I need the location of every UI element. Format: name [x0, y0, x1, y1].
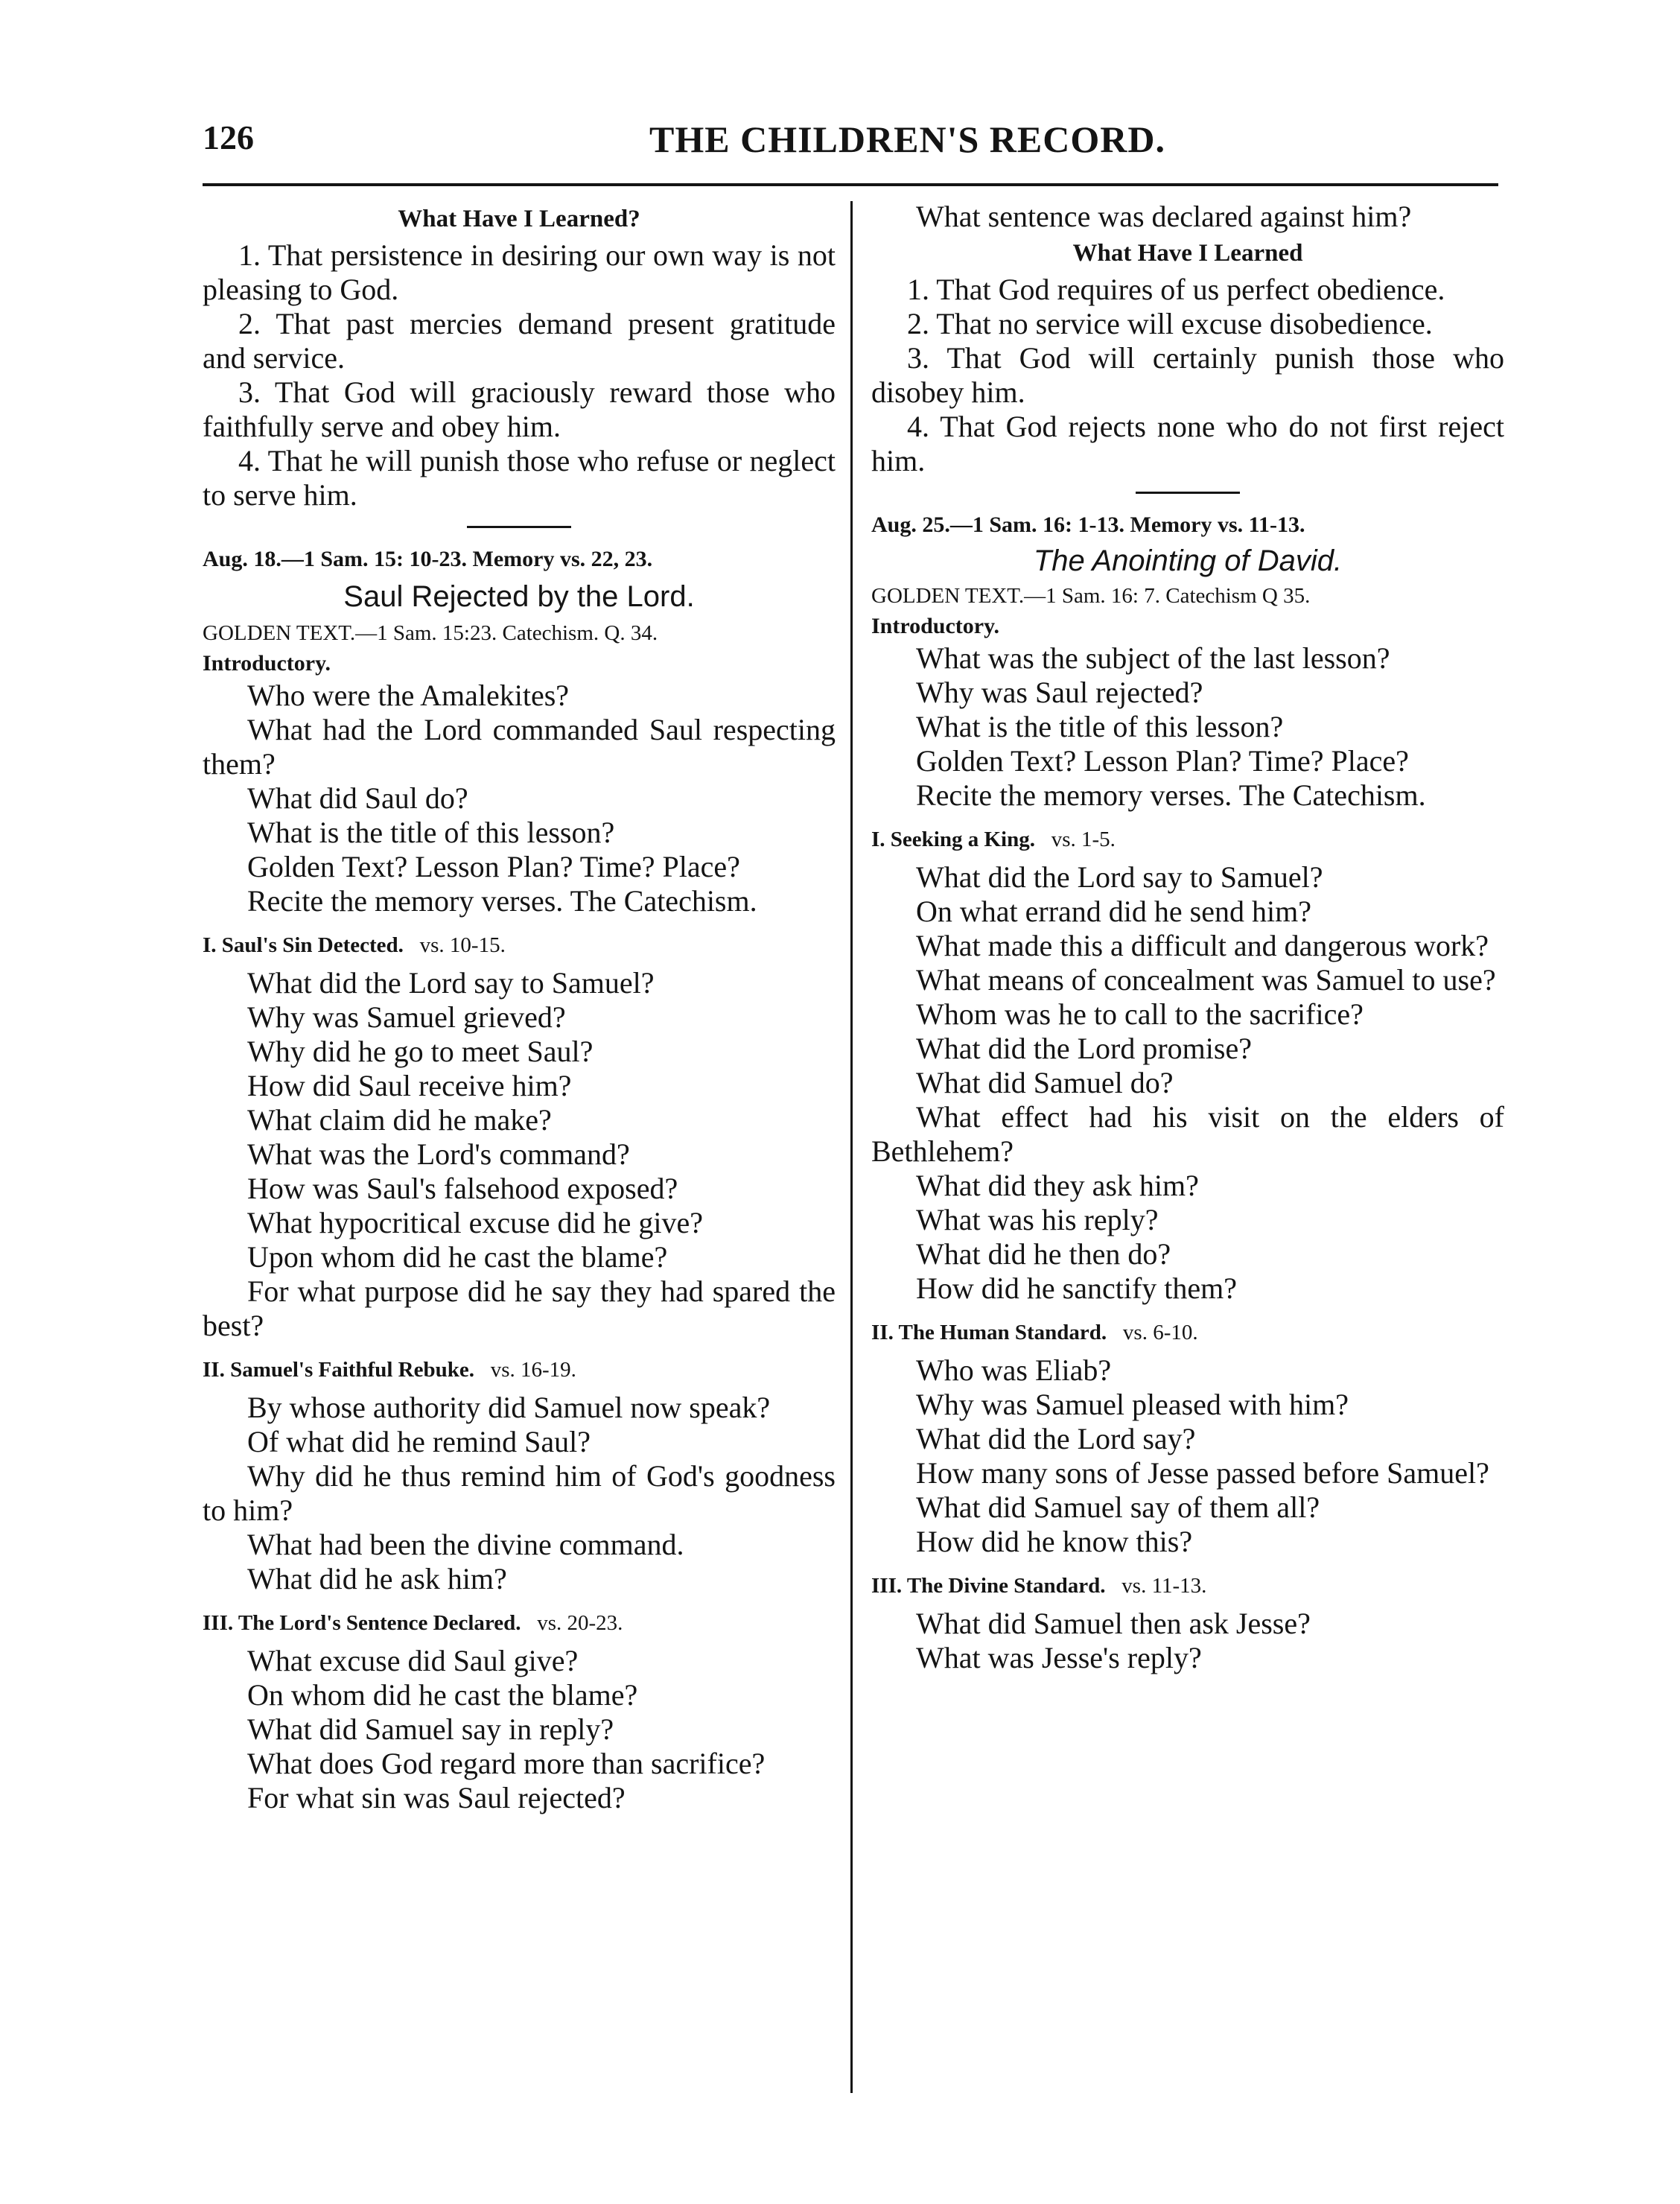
learned-heading: What Have I Learned [1072, 240, 1303, 267]
question: What did they ask him? [916, 1169, 1199, 1202]
learned-heading: What Have I Learned? [398, 206, 640, 232]
question: What is the title of this lesson? [916, 710, 1284, 743]
page-title: THE CHILDREN'S RECORD. [649, 118, 1165, 160]
section-title: III. The Divine Standard. [871, 1574, 1106, 1598]
question: What did he then do? [916, 1237, 1171, 1271]
section-title: II. The Human Standard. [871, 1321, 1107, 1344]
section-verses: vs. 11-13. [1121, 1574, 1207, 1598]
section-heading [203, 1353, 836, 1386]
question: What did he ask him? [247, 1562, 507, 1595]
learned-item: 3. That God will graciously reward those who faithfully serve and obey him. [203, 375, 836, 443]
section-title: I. Saul's Sin Detected. [203, 933, 404, 957]
question: Who were the Amalekites? [247, 679, 570, 712]
learned-item: 4. That he will punish those who refuse or neglect to serve him. [203, 444, 836, 512]
question: How many sons of Jesse passed before Samuel? [916, 1456, 1489, 1490]
question: Golden Text? Lesson Plan? Time? Place? [916, 744, 1409, 778]
lesson-title: The Anointing of David. [1033, 544, 1343, 577]
learned-item: 1. That persistence in desiring our own way is not pleasing to God. [203, 238, 836, 306]
section-heading [203, 1607, 836, 1639]
section-verses: vs. 20-23. [537, 1611, 623, 1635]
question: By whose authority did Samuel now speak? [247, 1391, 771, 1424]
question: On what errand did he send him? [916, 895, 1311, 928]
question: Of what did he remind Saul? [247, 1425, 591, 1458]
question: What did Samuel do? [916, 1066, 1174, 1099]
section-heading [871, 1316, 1504, 1349]
question: What did Samuel say in reply? [247, 1712, 614, 1746]
question: What had been the divine command. [247, 1528, 684, 1561]
golden-text: GOLDEN TEXT.—1 Sam. 16: 7. Catechism Q 35. [871, 584, 1311, 608]
question: For what purpose did he say they had spared the best? [203, 1274, 836, 1342]
question: How did he know this? [916, 1525, 1193, 1558]
column-divider [850, 201, 853, 2093]
section-heading [203, 929, 836, 962]
question: On whom did he cast the blame? [247, 1678, 638, 1712]
question: Why did he go to meet Saul? [247, 1035, 594, 1068]
learned-item: 1. That God requires of us perfect obedience. [907, 273, 1445, 306]
learned-item: 2. That past mercies demand present gratitude and service. [203, 307, 836, 375]
question: What did the Lord say? [916, 1422, 1196, 1455]
question: What did Samuel say of them all? [916, 1490, 1320, 1524]
section-rule [467, 526, 571, 528]
question: Golden Text? Lesson Plan? Time? Place? [247, 850, 740, 883]
section-title: III. The Lord's Sentence Declared. [203, 1611, 521, 1635]
header-rule [203, 183, 1498, 186]
question: What did the Lord say to Samuel? [916, 860, 1323, 894]
introductory-label: Introductory. [203, 651, 331, 676]
question: Why was Saul rejected? [916, 676, 1203, 709]
section-heading [871, 1569, 1504, 1602]
question: What was Jesse's reply? [916, 1641, 1202, 1674]
question: What hypocritical excuse did he give? [247, 1206, 703, 1239]
golden-text: GOLDEN TEXT.—1 Sam. 15:23. Catechism. Q. 34. [203, 621, 658, 645]
question: How did Saul receive him? [247, 1069, 572, 1102]
question: Why did he thus remind him of God's goodness to him? [203, 1459, 836, 1527]
question: What did the Lord promise? [916, 1032, 1252, 1065]
question: What claim did he make? [247, 1103, 552, 1137]
question: Why was Samuel grieved? [247, 1000, 566, 1034]
question: Whom was he to call to the sacrifice? [916, 997, 1364, 1031]
question: What is the title of this lesson? [247, 816, 615, 849]
question: What did Saul do? [247, 781, 468, 815]
lesson-reference: Aug. 18.—1 Sam. 15: 10-23. Memory vs. 22, 23. [203, 547, 653, 571]
introductory-label: Introductory. [871, 614, 999, 638]
section-verses: vs. 16-19. [490, 1358, 576, 1382]
question: What means of concealment was Samuel to use? [916, 963, 1496, 997]
learned-item: 2. That no service will excuse disobedience. [907, 307, 1433, 340]
question: What was his reply? [916, 1203, 1159, 1236]
section-title: II. Samuel's Faithful Rebuke. [203, 1358, 474, 1382]
question: What was the subject of the last lesson? [916, 641, 1390, 675]
section-verses: vs. 10-15. [419, 933, 506, 957]
question: What sentence was declared against him? [916, 200, 1412, 233]
page-number: 126 [203, 118, 254, 156]
left-column [203, 200, 836, 2099]
question: What did Samuel then ask Jesse? [916, 1607, 1311, 1640]
question: What made this a difficult and dangerous work? [916, 929, 1489, 962]
section-verses: vs. 1-5. [1051, 828, 1116, 851]
right-column [871, 200, 1504, 2099]
section-title: I. Seeking a King. [871, 828, 1035, 851]
question: How was Saul's falsehood exposed? [247, 1172, 678, 1205]
question: How did he sanctify them? [916, 1271, 1237, 1305]
question: For what sin was Saul rejected? [247, 1781, 626, 1814]
section-verses: vs. 6-10. [1122, 1321, 1198, 1344]
question: Recite the memory verses. The Catechism. [247, 884, 757, 918]
question: Why was Samuel pleased with him? [916, 1388, 1349, 1421]
question: Who was Eliab? [916, 1353, 1112, 1387]
section-rule [1136, 492, 1240, 494]
question: Upon whom did he cast the blame? [247, 1240, 668, 1274]
learned-item: 3. That God will certainly punish those who disobey him. [871, 341, 1504, 409]
question: What had the Lord commanded Saul respecting them? [203, 713, 836, 781]
learned-item: 4. That God rejects none who do not first reject him. [871, 410, 1504, 477]
question: What excuse did Saul give? [247, 1644, 579, 1677]
lesson-title: Saul Rejected by the Lord. [343, 580, 695, 613]
section-heading [871, 823, 1504, 856]
question: Recite the memory verses. The Catechism. [916, 778, 1426, 812]
page-header [203, 112, 1498, 171]
lesson-reference: Aug. 25.—1 Sam. 16: 1-13. Memory vs. 11-13. [871, 512, 1305, 537]
question: What was the Lord's command? [247, 1137, 630, 1171]
question: What does God regard more than sacrifice? [247, 1747, 766, 1780]
question: What effect had his visit on the elders of Bethlehem? [871, 1100, 1504, 1168]
question: What did the Lord say to Samuel? [247, 966, 655, 1000]
